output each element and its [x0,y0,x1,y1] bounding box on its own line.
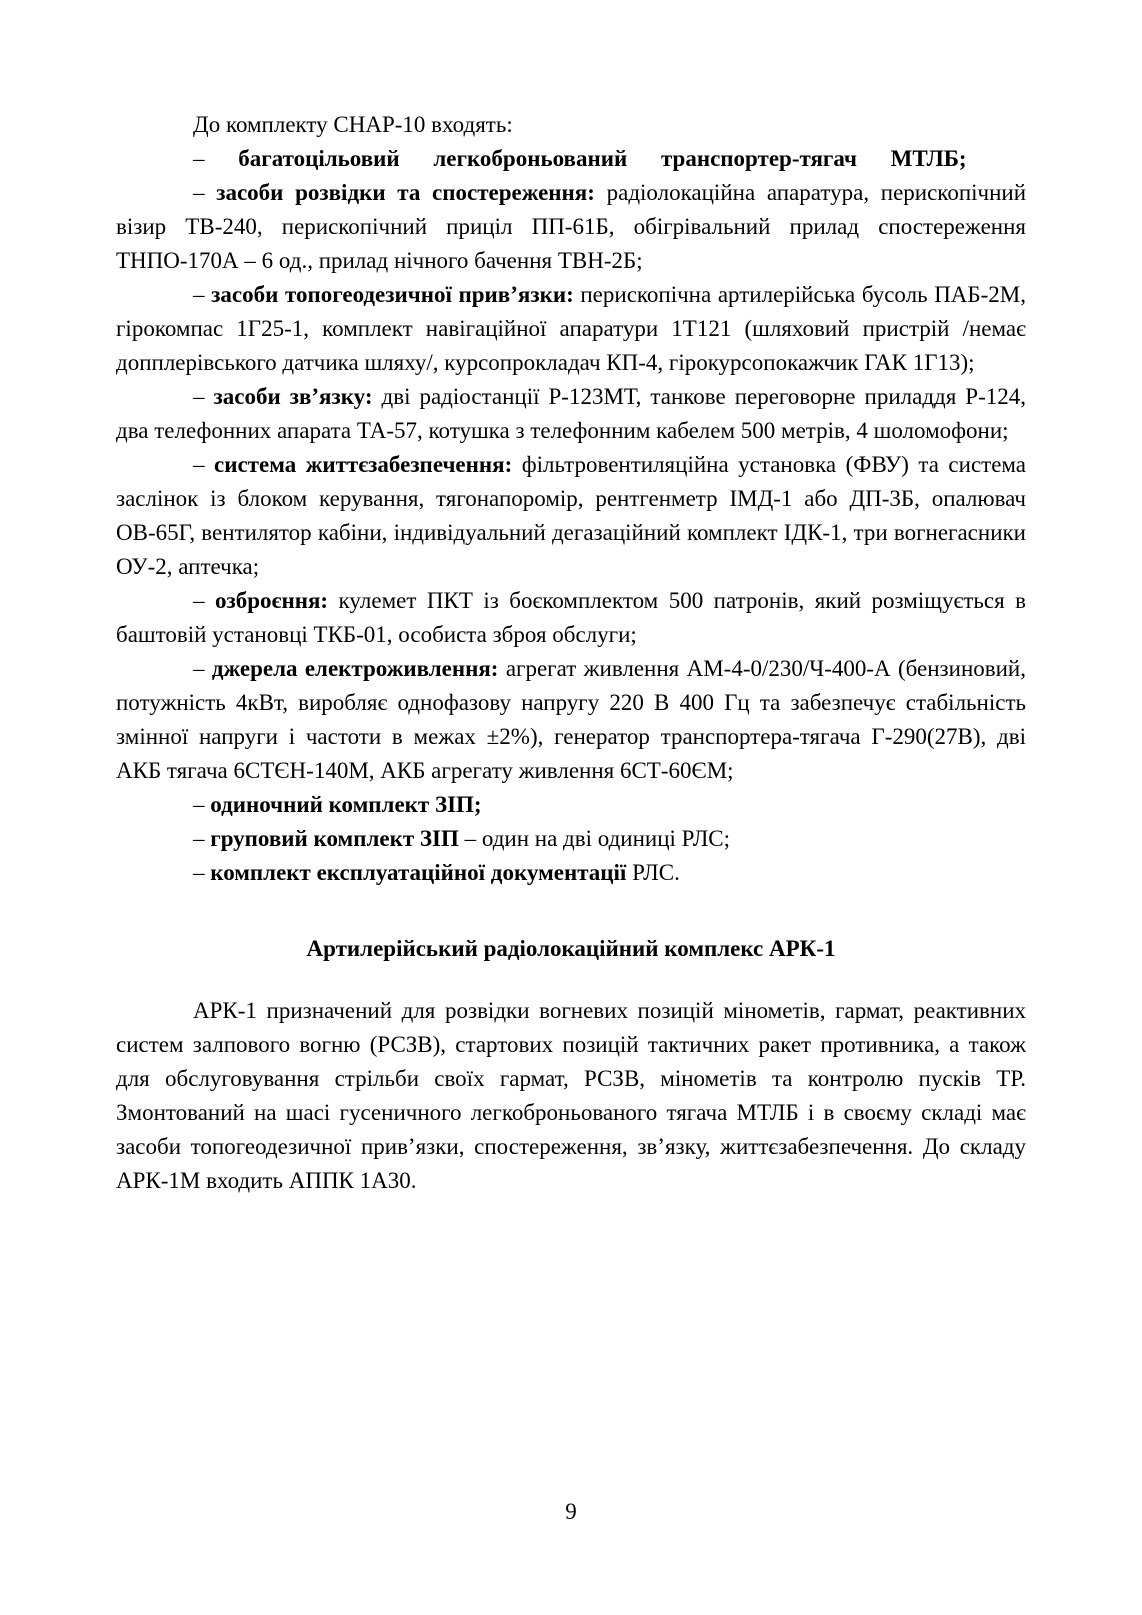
list-item-lead: засоби топогеодезичної прив’язки: [211,282,574,307]
list-item [116,788,1026,822]
list-item-rest: – один на дві одиниці РЛС; [458,826,731,851]
list-item-rest: перископічна артилерійська бусоль ПАБ-2М, гірокомпас 1Г25-1, комплект навігаційної апаратури 1Т121 (шляховий пристрій /немає допплерівського датчика шляху/, курсопрокладач КП-4, гірокурсопокажчик ГАК 1Г13); [116,282,1026,375]
list-item [116,584,1026,652]
list-item-rest: дві радіостанції Р-123МТ, танкове переговорне приладдя Р-124, два телефонних апарата ТА-57, котушка з телефонним кабелем 500 метрів, 4 шоломофони; [116,384,1027,443]
list-item-rest: фільтровентиляційна установка (ФВУ) та система заслінок із блоком керування, тягонапоромір, рентгенметр ІМД-1 або ДП-3Б, опалювач ОВ-65Г, вентилятор кабіни, індивідуальний дегазаційний комплект ІДК-1, три вогнегасники ОУ-2, аптечка; [116,452,1027,579]
list-item-lead: засоби розвідки та спостереження: [216,180,595,205]
list-item-dash: – [193,146,239,171]
list-item-lead: система життєзабезпечення: [214,452,513,477]
list-item-dash: – [193,282,212,307]
list-item [116,278,1026,380]
list-item-dash: – [193,792,211,817]
list-item-rest: РЛС. [626,860,680,885]
body-paragraph: АРК-1 призначений для розвідки вогневих позицій мінометів, гармат, реактивних систем залпового вогню (РСЗВ), стартових позицій тактичних ракет противника, а також для обслуговування стрільби своїх гармат, РСЗВ, мінометів та контролю пусків ТР. Змонтований на шасі гусеничного легкоброньованого тягача МТЛБ і в своєму складі має засоби топогеодезичної прив’язки, спостереження, зв’язку, життєзабезпечення. До складу АРК-1М входить АППК 1А30. [116,998,1026,1193]
list-item [116,856,1026,890]
list-item [116,176,1026,278]
list-item-rest: радіолокаційна апаратура, перископічний візир ТВ-240, перископічний приціл ПП-61Б, обігрівальний прилад спостереження ТНПО-170А – 6 од., прилад нічного бачення ТВН-2Б; [116,180,1027,273]
list-item-dash: – [193,656,212,681]
list-item-dash: – [193,826,211,851]
list-item-lead: засоби зв’язку: [213,384,373,409]
list-item-lead: одиночний комплект ЗІП; [210,792,482,817]
list-item [116,448,1026,584]
list-item-dash: – [193,384,214,409]
intro-paragraph [116,108,1026,142]
page-number: 9 [565,1499,577,1524]
list-item-lead: озброєння: [214,588,329,613]
list-item-dash: – [193,588,215,613]
list-item-lead: багатоцільовий легкоброньований транспортер-тягач МТЛБ; [238,146,967,171]
list-item-dash: – [193,860,211,885]
list-item [116,822,1026,856]
list-item-rest: агрегат живлення АМ-4-0/230/Ч-400-А (бензиновий, потужність 4кВт, виробляє однофазову напругу 220 В 400 Гц та забезпечує стабільність змінної напруги і частоти в межах ±2%), генератор транспортера-тягача Г-290(27В), дві АКБ тягача 6СТЄН-140М, АКБ агрегату живлення 6СТ-60ЄМ; [116,656,1026,783]
list-item-lead: комплект експлуатаційної документації [210,860,627,885]
list-item [116,652,1026,788]
list-item [116,380,1026,448]
list-item-rest: кулемет ПКТ із боєкомплектом 500 патронів, який розміщується в баштовій установці ТКБ-01, особиста зброя обслуги; [116,588,1027,647]
list-item-dash: – [193,452,215,477]
intro-text: До комплекту СНАР-10 входять: [193,112,513,137]
section-heading: Артилерійський радіолокаційний комплекс АРК-1 [306,936,836,961]
list-item-lead: груповий комплект ЗІП [210,826,459,851]
list-item [116,142,1026,176]
list-item-dash: – [193,180,217,205]
list-item-lead: джерела електроживлення: [211,656,499,681]
